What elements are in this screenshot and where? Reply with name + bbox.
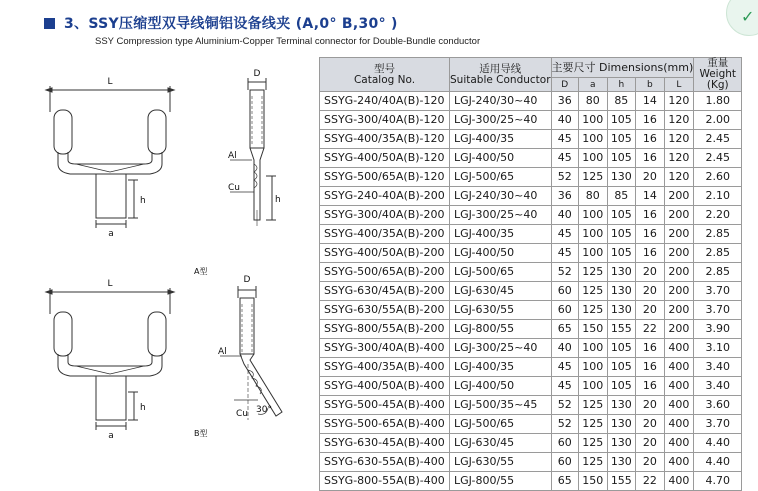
- cell-conductor: LGJ-240/30~40: [450, 92, 552, 111]
- table-row: [320, 415, 742, 434]
- cell-a: 125: [579, 301, 608, 320]
- cell-D: 45: [551, 130, 578, 149]
- cell-catalog: SSYG-400/50A(B)-120: [320, 149, 450, 168]
- cell-L: 120: [664, 149, 694, 168]
- cell-b: 16: [636, 244, 665, 263]
- cell-L: 200: [664, 187, 694, 206]
- cell-a: 100: [579, 377, 608, 396]
- cell-b: 16: [636, 339, 665, 358]
- cell-h: 130: [607, 415, 636, 434]
- cell-h: 105: [607, 149, 636, 168]
- table-row: [320, 130, 742, 149]
- label-al-a: Al: [228, 151, 237, 161]
- cell-h: 130: [607, 282, 636, 301]
- label-angle-b: 30°: [256, 405, 272, 415]
- catalog-header: [320, 58, 450, 92]
- cell-weight: 2.85: [694, 263, 742, 282]
- cell-L: 400: [664, 377, 694, 396]
- catalog-header-cn: 型号: [374, 62, 395, 75]
- table-row: [320, 301, 742, 320]
- cell-catalog: SSYG-500-45A(B)-400: [320, 396, 450, 415]
- cell-catalog: SSYG-240/40A(B)-120: [320, 92, 450, 111]
- cell-catalog: SSYG-400/50A(B)-200: [320, 244, 450, 263]
- cell-conductor: LGJ-400/35: [450, 130, 552, 149]
- cell-weight: 4.40: [694, 453, 742, 472]
- cell-weight: 3.90: [694, 320, 742, 339]
- cell-conductor: LGJ-300/25~40: [450, 111, 552, 130]
- label-al-b: Al: [218, 347, 227, 357]
- cell-conductor: LGJ-630/45: [450, 434, 552, 453]
- corner-badge: [726, 0, 758, 36]
- cell-D: 45: [551, 225, 578, 244]
- cell-weight: 3.70: [694, 282, 742, 301]
- cell-b: 16: [636, 149, 665, 168]
- cell-b: 16: [636, 377, 665, 396]
- cell-L: 400: [664, 453, 694, 472]
- cell-D: 60: [551, 453, 578, 472]
- cell-D: 60: [551, 301, 578, 320]
- cell-a: 80: [579, 187, 608, 206]
- label-h-a-side: h: [275, 195, 281, 205]
- cell-weight: 2.45: [694, 149, 742, 168]
- cell-D: 60: [551, 282, 578, 301]
- cell-catalog: SSYG-500/65A(B)-200: [320, 263, 450, 282]
- section-title: 3、SSY压缩型双导线铜铝设备线夹 (A,0° B,30° ): [64, 16, 398, 32]
- cell-catalog: SSYG-240-40A(B)-200: [320, 187, 450, 206]
- cell-catalog: SSYG-300/40A(B)-120: [320, 111, 450, 130]
- type-a-side-view: [230, 78, 276, 226]
- cell-weight: 1.80: [694, 92, 742, 111]
- cell-weight: 3.10: [694, 339, 742, 358]
- cell-D: 60: [551, 434, 578, 453]
- cell-L: 400: [664, 339, 694, 358]
- table-row: [320, 377, 742, 396]
- table-row: [320, 187, 742, 206]
- dim-col-L: L: [664, 78, 694, 92]
- cell-b: 16: [636, 358, 665, 377]
- cell-h: 155: [607, 472, 636, 491]
- cell-D: 45: [551, 377, 578, 396]
- table-row: [320, 339, 742, 358]
- cell-h: 130: [607, 301, 636, 320]
- cell-h: 105: [607, 225, 636, 244]
- cell-h: 155: [607, 320, 636, 339]
- cell-conductor: LGJ-500/65: [450, 415, 552, 434]
- cell-h: 130: [607, 453, 636, 472]
- cell-D: 45: [551, 149, 578, 168]
- cell-a: 100: [579, 225, 608, 244]
- check-icon: ✓: [741, 7, 755, 26]
- cell-a: 125: [579, 282, 608, 301]
- dim-col-a: a: [579, 78, 608, 92]
- cell-b: 20: [636, 301, 665, 320]
- cell-L: 120: [664, 168, 694, 187]
- cell-h: 105: [607, 244, 636, 263]
- dimensions-header: 主要尺寸 Dimensions(mm): [551, 58, 694, 78]
- table-row: [320, 472, 742, 491]
- cell-L: 200: [664, 206, 694, 225]
- cell-a: 125: [579, 168, 608, 187]
- cell-b: 22: [636, 320, 665, 339]
- weight-header-unit: (Kg): [706, 79, 729, 91]
- cell-a: 125: [579, 434, 608, 453]
- cell-catalog: SSYG-800-55A(B)-400: [320, 472, 450, 491]
- cell-weight: 2.60: [694, 168, 742, 187]
- cell-weight: 3.60: [694, 396, 742, 415]
- cell-b: 14: [636, 92, 665, 111]
- cell-weight: 3.40: [694, 377, 742, 396]
- cell-D: 45: [551, 244, 578, 263]
- cell-conductor: LGJ-400/35: [450, 225, 552, 244]
- cell-a: 125: [579, 453, 608, 472]
- cell-b: 16: [636, 206, 665, 225]
- cell-weight: 2.10: [694, 187, 742, 206]
- cell-catalog: SSYG-500/65A(B)-120: [320, 168, 450, 187]
- weight-header-cn: 重量: [707, 57, 729, 69]
- table-row: [320, 453, 742, 472]
- cell-b: 22: [636, 472, 665, 491]
- cell-conductor: LGJ-240/30~40: [450, 187, 552, 206]
- label-a-b: a: [108, 431, 114, 441]
- dim-col-b: b: [636, 78, 665, 92]
- cell-L: 200: [664, 263, 694, 282]
- weight-header: [694, 58, 742, 92]
- cell-L: 400: [664, 415, 694, 434]
- cell-L: 120: [664, 130, 694, 149]
- table-row: [320, 320, 742, 339]
- cell-b: 20: [636, 168, 665, 187]
- cell-catalog: SSYG-800/55A(B)-200: [320, 320, 450, 339]
- cell-conductor: LGJ-500/65: [450, 168, 552, 187]
- cell-D: 36: [551, 92, 578, 111]
- cell-L: 200: [664, 301, 694, 320]
- cell-b: 20: [636, 282, 665, 301]
- cell-a: 125: [579, 396, 608, 415]
- cell-conductor: LGJ-800/55: [450, 320, 552, 339]
- cell-weight: 3.70: [694, 415, 742, 434]
- cell-conductor: LGJ-400/50: [450, 149, 552, 168]
- table-row: [320, 92, 742, 111]
- cell-h: 105: [607, 130, 636, 149]
- cell-D: 40: [551, 339, 578, 358]
- cell-D: 36: [551, 187, 578, 206]
- cell-conductor: LGJ-300/25~40: [450, 206, 552, 225]
- cell-conductor: LGJ-630/45: [450, 282, 552, 301]
- cell-a: 150: [579, 320, 608, 339]
- table-row: [320, 168, 742, 187]
- cell-h: 105: [607, 111, 636, 130]
- cell-D: 52: [551, 415, 578, 434]
- cell-weight: 2.85: [694, 244, 742, 263]
- cell-conductor: LGJ-400/35: [450, 358, 552, 377]
- label-h-a: h: [140, 196, 146, 206]
- cell-a: 150: [579, 472, 608, 491]
- table-row: [320, 263, 742, 282]
- label-cu-b: Cu: [236, 409, 248, 419]
- cell-b: 20: [636, 415, 665, 434]
- cell-a: 100: [579, 111, 608, 130]
- cell-b: 16: [636, 130, 665, 149]
- type-a-front-view: [46, 86, 174, 228]
- cell-conductor: LGJ-630/55: [450, 301, 552, 320]
- cell-h: 105: [607, 377, 636, 396]
- cell-b: 20: [636, 396, 665, 415]
- cell-b: 20: [636, 263, 665, 282]
- cell-b: 14: [636, 187, 665, 206]
- label-D-b: D: [243, 275, 251, 285]
- type-b-front-view: [46, 288, 174, 430]
- cell-weight: 2.20: [694, 206, 742, 225]
- cell-weight: 2.45: [694, 130, 742, 149]
- cell-h: 130: [607, 396, 636, 415]
- cell-weight: 3.70: [694, 301, 742, 320]
- cell-catalog: SSYG-630-45A(B)-400: [320, 434, 450, 453]
- table-row: [320, 244, 742, 263]
- table-row: [320, 111, 742, 130]
- table-row: [320, 434, 742, 453]
- table-row: [320, 206, 742, 225]
- cell-catalog: SSYG-630/45A(B)-200: [320, 282, 450, 301]
- cell-h: 130: [607, 263, 636, 282]
- cell-catalog: SSYG-500-65A(B)-400: [320, 415, 450, 434]
- cell-a: 100: [579, 358, 608, 377]
- cell-h: 85: [607, 187, 636, 206]
- cell-L: 120: [664, 111, 694, 130]
- cell-h: 130: [607, 434, 636, 453]
- cell-conductor: LGJ-500/35~45: [450, 396, 552, 415]
- cell-weight: 2.00: [694, 111, 742, 130]
- table-row: [320, 358, 742, 377]
- conductor-header-en: Suitable Conductor: [450, 73, 551, 86]
- cell-a: 100: [579, 244, 608, 263]
- cell-weight: 4.40: [694, 434, 742, 453]
- cell-catalog: SSYG-300/40A(B)-200: [320, 206, 450, 225]
- cell-b: 20: [636, 434, 665, 453]
- cell-conductor: LGJ-800/55: [450, 472, 552, 491]
- cell-a: 100: [579, 339, 608, 358]
- cell-catalog: SSYG-630-55A(B)-400: [320, 453, 450, 472]
- section-subtitle: SSY Compression type Aluminium-Copper Terminal connector for Double-Bundle conductor: [95, 36, 481, 47]
- cell-conductor: LGJ-400/50: [450, 244, 552, 263]
- cell-conductor: LGJ-500/65: [450, 263, 552, 282]
- cell-catalog: SSYG-400/50A(B)-400: [320, 377, 450, 396]
- conductor-header: [450, 58, 552, 92]
- cell-L: 400: [664, 472, 694, 491]
- cell-catalog: SSYG-400/35A(B)-400: [320, 358, 450, 377]
- cell-L: 120: [664, 92, 694, 111]
- cell-L: 200: [664, 282, 694, 301]
- cell-b: 16: [636, 225, 665, 244]
- weight-header-en: Weight: [699, 68, 737, 80]
- cell-L: 200: [664, 320, 694, 339]
- cell-a: 100: [579, 206, 608, 225]
- label-cu-a: Cu: [228, 183, 240, 193]
- cell-catalog: SSYG-400/35A(B)-120: [320, 130, 450, 149]
- cell-a: 125: [579, 263, 608, 282]
- cell-L: 400: [664, 434, 694, 453]
- cell-catalog: SSYG-630/55A(B)-200: [320, 301, 450, 320]
- catalog-header-en: Catalog No.: [353, 73, 416, 86]
- cell-weight: 2.85: [694, 225, 742, 244]
- cell-b: 20: [636, 453, 665, 472]
- cell-L: 200: [664, 225, 694, 244]
- label-type-a: A型: [194, 267, 208, 276]
- label-D-a: D: [253, 69, 261, 79]
- spec-table: [319, 57, 742, 491]
- cell-D: 52: [551, 168, 578, 187]
- title-bullet-icon: [44, 18, 55, 29]
- label-h-b: h: [140, 403, 146, 413]
- cell-D: 52: [551, 396, 578, 415]
- cell-conductor: LGJ-400/50: [450, 377, 552, 396]
- cell-weight: 3.40: [694, 358, 742, 377]
- dim-col-D: D: [551, 78, 578, 92]
- table-header-row: [320, 58, 742, 78]
- cell-a: 100: [579, 130, 608, 149]
- cell-conductor: LGJ-300/25~40: [450, 339, 552, 358]
- table-row: [320, 282, 742, 301]
- type-b-side-view: [220, 286, 282, 420]
- cell-conductor: LGJ-630/55: [450, 453, 552, 472]
- cell-D: 40: [551, 111, 578, 130]
- label-type-b: B型: [194, 429, 208, 438]
- cell-L: 400: [664, 358, 694, 377]
- cell-D: 65: [551, 320, 578, 339]
- cell-h: 105: [607, 206, 636, 225]
- cell-D: 40: [551, 206, 578, 225]
- cell-a: 80: [579, 92, 608, 111]
- label-L-a: L: [107, 77, 113, 87]
- cell-catalog: SSYG-300/40A(B)-400: [320, 339, 450, 358]
- cell-D: 65: [551, 472, 578, 491]
- cell-L: 400: [664, 396, 694, 415]
- table-row: [320, 149, 742, 168]
- conductor-header-cn: 适用导线: [479, 62, 522, 75]
- cell-D: 45: [551, 358, 578, 377]
- cell-L: 200: [664, 244, 694, 263]
- cell-b: 16: [636, 111, 665, 130]
- technical-drawings: [30, 60, 320, 480]
- cell-D: 52: [551, 263, 578, 282]
- cell-h: 105: [607, 339, 636, 358]
- dim-col-h: h: [607, 78, 636, 92]
- cell-h: 85: [607, 92, 636, 111]
- table-row: [320, 396, 742, 415]
- cell-h: 105: [607, 358, 636, 377]
- cell-h: 130: [607, 168, 636, 187]
- cell-a: 125: [579, 415, 608, 434]
- table-row: [320, 225, 742, 244]
- cell-a: 100: [579, 149, 608, 168]
- cell-weight: 4.70: [694, 472, 742, 491]
- cell-catalog: SSYG-400/35A(B)-200: [320, 225, 450, 244]
- label-L-b: L: [107, 279, 113, 289]
- label-a-a: a: [108, 229, 114, 239]
